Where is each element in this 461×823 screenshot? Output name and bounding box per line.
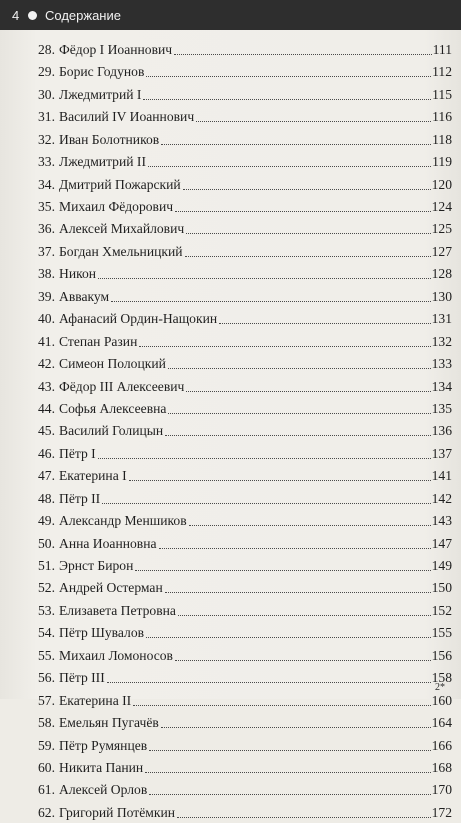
toc-entry-page: 155 bbox=[431, 625, 452, 641]
toc-entry bbox=[38, 598, 452, 620]
toc-entry-title: Эрнст Бирон bbox=[59, 558, 134, 573]
toc-entry bbox=[38, 150, 452, 172]
toc-entry-number: 55. bbox=[38, 647, 55, 663]
toc-entry bbox=[38, 733, 452, 755]
section-title: Содержание bbox=[45, 7, 121, 23]
toc-entry-number: 29. bbox=[38, 64, 55, 80]
toc-entry-title: Екатерина II bbox=[59, 692, 132, 708]
toc-entry-page: 160 bbox=[431, 692, 452, 708]
toc-entry-title: Лжедмитрий II bbox=[59, 154, 146, 170]
toc-entry-number: 40. bbox=[38, 311, 55, 327]
dot-leader bbox=[183, 189, 431, 190]
toc-entry-title: Пётр II bbox=[59, 490, 101, 506]
table-of-contents bbox=[38, 38, 452, 823]
dot-leader bbox=[168, 413, 430, 414]
dot-leader bbox=[186, 391, 430, 392]
toc-entry-page: 127 bbox=[431, 243, 452, 259]
bullet-icon bbox=[28, 11, 37, 20]
toc-entry-number: 32. bbox=[38, 131, 55, 147]
toc-entry-page: 142 bbox=[431, 490, 452, 506]
toc-entry-number: 42. bbox=[38, 356, 55, 372]
toc-entry bbox=[38, 397, 452, 419]
toc-entry-title: Алексей Орлов bbox=[59, 782, 148, 798]
toc-entry-page: 116 bbox=[432, 109, 452, 125]
toc-entry-title: Елизавета Петровна bbox=[59, 602, 176, 618]
dot-leader bbox=[178, 615, 431, 616]
toc-entry-page: 128 bbox=[431, 266, 452, 282]
toc-entry-title: Дмитрий Пожарский bbox=[59, 176, 181, 192]
toc-entry-title: Пётр Румянцев bbox=[59, 737, 148, 753]
toc-entry-page: 119 bbox=[432, 154, 452, 170]
page-number: 4 bbox=[12, 7, 20, 23]
toc-entry-page: 147 bbox=[431, 535, 452, 551]
toc-entry-page: 149 bbox=[431, 558, 452, 573]
toc-entry bbox=[38, 38, 452, 60]
toc-entry-page: 124 bbox=[431, 199, 452, 214]
toc-entry-title: Михаил Фёдорович bbox=[59, 199, 174, 214]
toc-entry-number: 48. bbox=[38, 490, 55, 506]
dot-leader bbox=[146, 637, 431, 638]
toc-entry-page: 137 bbox=[431, 445, 452, 461]
toc-entry-number: 47. bbox=[38, 468, 55, 484]
toc-entry bbox=[38, 621, 452, 643]
toc-entry-page: 172 bbox=[431, 804, 452, 820]
toc-entry-number: 57. bbox=[38, 692, 55, 708]
toc-entry-page: 111 bbox=[432, 41, 452, 57]
toc-entry-title: Софья Алексеевна bbox=[59, 400, 167, 416]
dot-leader bbox=[174, 54, 431, 55]
dot-leader bbox=[175, 211, 431, 212]
toc-entry bbox=[38, 352, 452, 374]
printer-signature-mark: 2* bbox=[435, 682, 445, 693]
dot-leader bbox=[159, 548, 431, 549]
toc-entry-page: 130 bbox=[431, 288, 452, 304]
toc-entry-title: Фёдор III Алексеевич bbox=[59, 378, 185, 394]
toc-entry-page: 152 bbox=[431, 602, 452, 618]
toc-entry bbox=[38, 419, 452, 441]
toc-entry-page: 166 bbox=[431, 737, 452, 753]
toc-entry-title: Михаил Ломоносов bbox=[59, 647, 173, 663]
toc-entry-number: 49. bbox=[38, 513, 55, 529]
toc-entry bbox=[38, 778, 452, 800]
toc-entry bbox=[38, 509, 452, 531]
toc-entry-number: 35. bbox=[38, 199, 55, 214]
toc-entry bbox=[38, 307, 452, 329]
toc-entry-number: 59. bbox=[38, 737, 55, 753]
toc-entry bbox=[38, 756, 452, 778]
dot-leader bbox=[185, 256, 431, 257]
toc-entry-number: 37. bbox=[38, 243, 55, 259]
toc-entry-number: 44. bbox=[38, 400, 55, 416]
toc-entry-page: 125 bbox=[431, 221, 452, 237]
toc-entry-page: 135 bbox=[431, 400, 452, 416]
dot-leader bbox=[146, 76, 431, 77]
toc-entry-page: 134 bbox=[431, 378, 452, 394]
dot-leader bbox=[189, 525, 431, 526]
toc-entry-number: 46. bbox=[38, 445, 55, 461]
toc-entry-number: 54. bbox=[38, 625, 55, 641]
toc-entry-page: 143 bbox=[431, 513, 452, 529]
toc-entry-number: 45. bbox=[38, 423, 55, 439]
dot-leader bbox=[161, 727, 431, 728]
toc-entry-page: 118 bbox=[432, 131, 452, 147]
toc-entry-number: 60. bbox=[38, 759, 55, 775]
toc-entry bbox=[38, 60, 452, 82]
toc-entry-page: 115 bbox=[432, 86, 452, 102]
dot-leader bbox=[148, 166, 431, 167]
dot-leader bbox=[135, 570, 430, 571]
toc-entry-title: Аввакум bbox=[59, 288, 110, 304]
toc-entry bbox=[38, 217, 452, 239]
toc-entry-number: 36. bbox=[38, 221, 55, 237]
toc-entry-title: Симеон Полоцкий bbox=[59, 356, 166, 372]
toc-entry bbox=[38, 531, 452, 553]
dot-leader bbox=[143, 99, 431, 100]
dot-leader bbox=[102, 503, 430, 504]
toc-entry-page: 150 bbox=[431, 580, 452, 596]
toc-entry-number: 61. bbox=[38, 782, 55, 798]
toc-entry-title: Афанасий Ордин-Нащокин bbox=[59, 311, 218, 327]
dot-leader bbox=[98, 458, 431, 459]
dot-leader bbox=[165, 435, 430, 436]
toc-entry-number: 33. bbox=[38, 154, 55, 170]
toc-entry bbox=[38, 195, 452, 217]
toc-entry-number: 50. bbox=[38, 535, 55, 551]
toc-entry-page: 131 bbox=[431, 311, 452, 327]
toc-entry bbox=[38, 105, 452, 127]
dot-leader bbox=[161, 144, 431, 145]
toc-entry-page: 133 bbox=[431, 356, 452, 372]
toc-entry-page: 156 bbox=[431, 647, 452, 663]
toc-entry-title: Андрей Остерман bbox=[59, 580, 163, 596]
toc-entry bbox=[38, 262, 452, 284]
toc-entry bbox=[38, 666, 452, 688]
dot-leader bbox=[149, 750, 430, 751]
dot-leader bbox=[129, 480, 431, 481]
dot-leader bbox=[139, 346, 430, 347]
toc-entry-title: Анна Иоанновна bbox=[59, 535, 157, 551]
toc-entry bbox=[38, 800, 452, 822]
toc-entry-page: 136 bbox=[431, 423, 452, 439]
toc-entry-title: Лжедмитрий I bbox=[59, 86, 142, 102]
toc-entry-title: Степан Разин bbox=[59, 333, 138, 349]
toc-entry-title: Пётр I bbox=[59, 445, 96, 461]
toc-entry-title: Пётр III bbox=[59, 670, 105, 686]
dot-leader bbox=[165, 592, 431, 593]
toc-entry-number: 52. bbox=[38, 580, 55, 596]
toc-entry bbox=[38, 441, 452, 463]
toc-entry-page: 141 bbox=[431, 468, 452, 484]
toc-entry bbox=[38, 82, 452, 104]
toc-entry-title: Борис Годунов bbox=[59, 64, 145, 80]
toc-entry-title: Пётр Шувалов bbox=[59, 625, 145, 641]
toc-entry bbox=[38, 172, 452, 194]
toc-entry-number: 31. bbox=[38, 109, 55, 125]
toc-entry-number: 39. bbox=[38, 288, 55, 304]
toc-entry-number: 53. bbox=[38, 602, 55, 618]
toc-entry bbox=[38, 127, 452, 149]
dot-leader bbox=[149, 794, 430, 795]
toc-entry-title: Емельян Пугачёв bbox=[59, 715, 159, 731]
dot-leader bbox=[133, 705, 430, 706]
toc-entry bbox=[38, 464, 452, 486]
toc-entry-title: Григорий Потёмкин bbox=[59, 804, 176, 820]
toc-entry-title: Александр Меншиков bbox=[59, 513, 187, 529]
toc-entry-number: 58. bbox=[38, 715, 55, 731]
toc-entry-page: 120 bbox=[431, 176, 452, 192]
toc-entry-title: Алексей Михайлович bbox=[59, 221, 185, 237]
dot-leader bbox=[219, 323, 430, 324]
toc-entry-title: Фёдор I Иоаннович bbox=[59, 41, 173, 57]
dot-leader bbox=[186, 233, 430, 234]
toc-entry-page: 112 bbox=[432, 64, 452, 80]
toc-entry-title: Никон bbox=[59, 266, 97, 282]
toc-entry bbox=[38, 486, 452, 508]
toc-entry-page: 168 bbox=[431, 759, 452, 775]
toc-entry-number: 56. bbox=[38, 670, 55, 686]
toc-entry bbox=[38, 711, 452, 733]
dot-leader bbox=[168, 368, 431, 369]
dot-leader bbox=[107, 682, 431, 683]
toc-entry-number: 51. bbox=[38, 558, 55, 573]
toc-entry-title: Никита Панин bbox=[59, 759, 144, 775]
toc-entry-number: 34. bbox=[38, 176, 55, 192]
toc-entry-title: Екатерина I bbox=[59, 468, 127, 484]
toc-entry-page: 164 bbox=[431, 715, 452, 731]
dot-leader bbox=[196, 121, 431, 122]
toc-entry-page: 132 bbox=[431, 333, 452, 349]
dot-leader bbox=[177, 817, 431, 818]
running-header bbox=[0, 0, 461, 30]
toc-entry-number: 62. bbox=[38, 804, 55, 820]
toc-entry-page: 170 bbox=[431, 782, 452, 798]
toc-entry-title: Богдан Хмельницкий bbox=[59, 243, 183, 259]
toc-entry bbox=[38, 374, 452, 396]
toc-entry-number: 30. bbox=[38, 86, 55, 102]
toc-entry bbox=[38, 576, 452, 598]
toc-entry bbox=[38, 688, 452, 710]
toc-entry bbox=[38, 239, 452, 261]
toc-entry bbox=[38, 329, 452, 351]
toc-entry-number: 38. bbox=[38, 266, 55, 282]
toc-entry bbox=[38, 284, 452, 306]
toc-entry-number: 41. bbox=[38, 333, 55, 349]
toc-entry bbox=[38, 554, 452, 576]
dot-leader bbox=[145, 772, 430, 773]
dot-leader bbox=[111, 301, 430, 302]
dot-leader bbox=[98, 278, 431, 279]
toc-entry bbox=[38, 643, 452, 665]
toc-entry-title: Василий Голицын bbox=[59, 423, 164, 439]
toc-entry-title: Василий IV Иоаннович bbox=[59, 109, 195, 125]
toc-entry-page: 158 bbox=[431, 670, 452, 686]
dot-leader bbox=[175, 660, 431, 661]
toc-entry-number: 28. bbox=[38, 41, 55, 57]
toc-entry-title: Иван Болотников bbox=[59, 131, 160, 147]
toc-entry-number: 43. bbox=[38, 378, 55, 394]
